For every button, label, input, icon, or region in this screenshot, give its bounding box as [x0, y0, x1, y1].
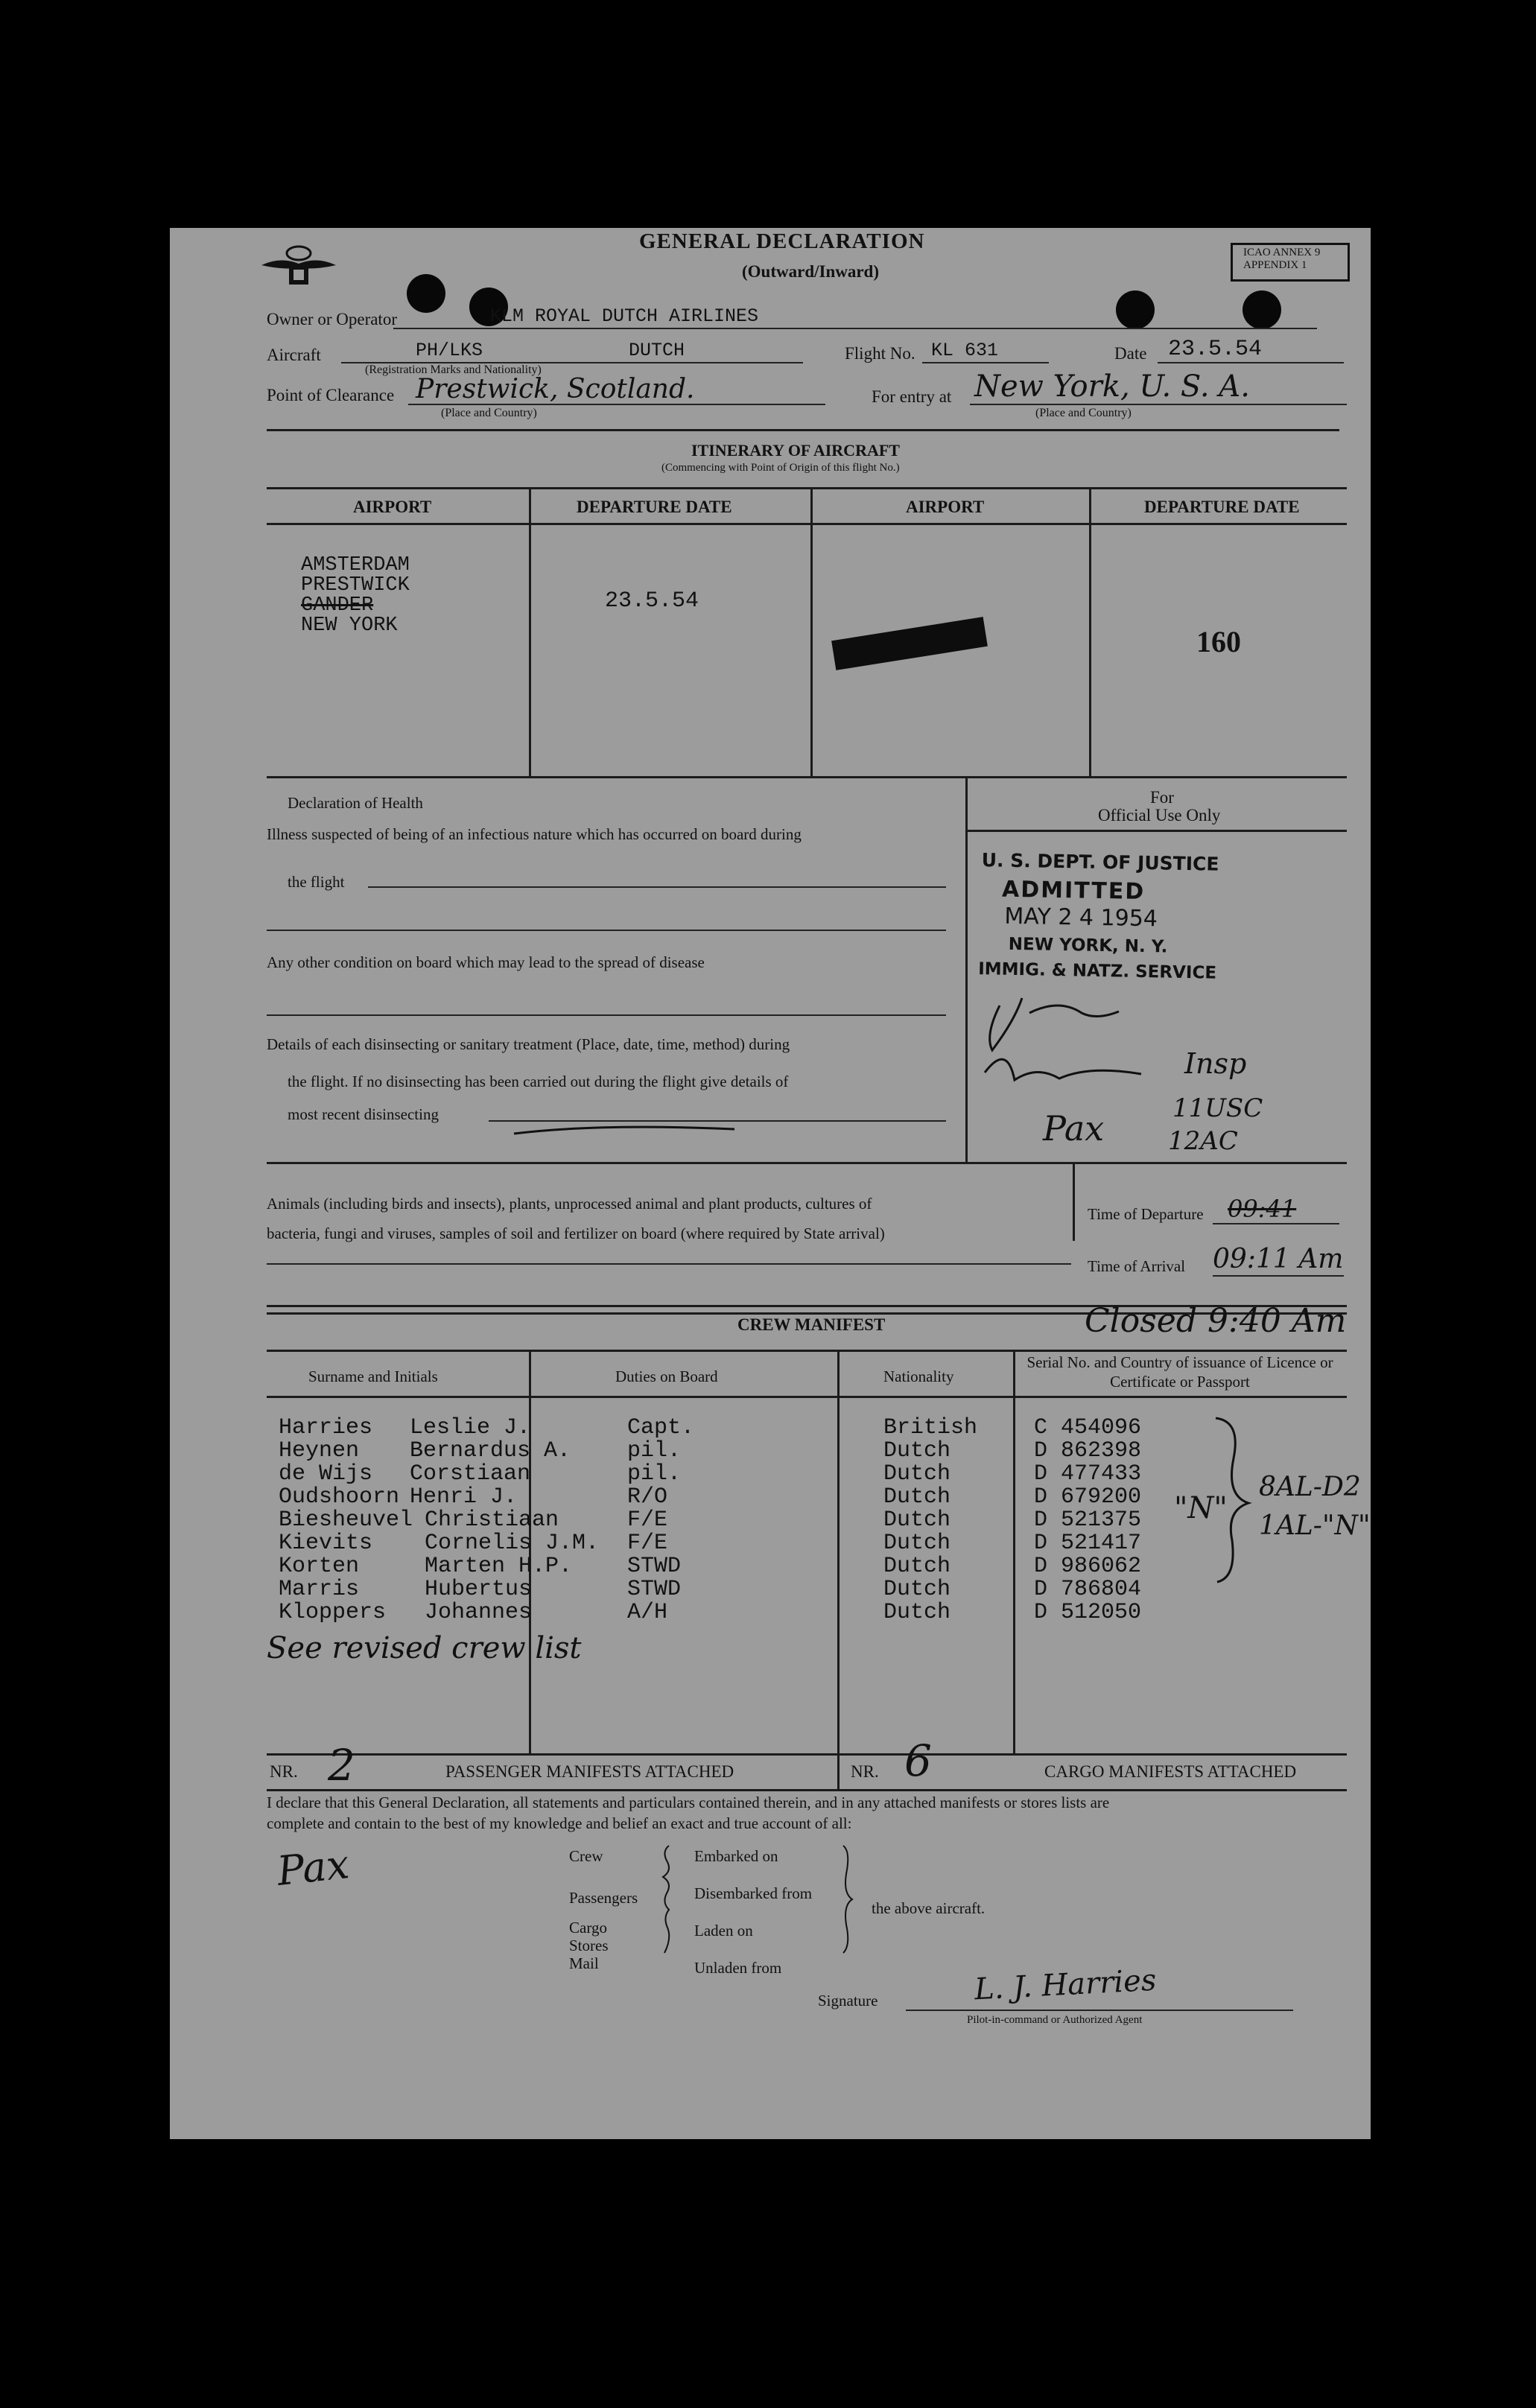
crew-initials: Hubertus [425, 1577, 533, 1602]
crew-header-surname: Surname and Initials [308, 1367, 438, 1385]
itinerary-airport-list [301, 556, 410, 636]
clearance-sublabel: (Place and Country) [441, 407, 537, 419]
form-subtitle: (Outward/Inward) [742, 262, 880, 281]
crew-header-nationality: Nationality [883, 1367, 954, 1385]
crew-nationality: Dutch [883, 1531, 951, 1556]
itinerary-number: 160 [1196, 625, 1241, 658]
owner-underline [393, 328, 1317, 329]
crew-revised-note: See revised crew list [267, 1631, 582, 1665]
itinerary-airport: NEW YORK [301, 614, 398, 637]
itinerary-airport: AMSTERDAM [301, 554, 410, 576]
itinerary-title: ITINERARY OF AIRCRAFT [691, 441, 900, 460]
crew-serial: D 512050 [1034, 1600, 1142, 1625]
table-row [267, 1555, 1339, 1578]
answer-line [1213, 1275, 1344, 1277]
nr-label: NR. [270, 1762, 298, 1781]
official-label: Official Use Only [1098, 806, 1221, 825]
crew-initials: Johannes [425, 1600, 533, 1625]
table-row [267, 1463, 1339, 1486]
official-note: 11USC [1172, 1093, 1263, 1123]
official-note: Insp [1184, 1047, 1247, 1080]
rule [267, 429, 1339, 431]
crew-duty: STWD [627, 1554, 682, 1579]
health-question: Illness suspected of being of an infectious nature which has occurred on board during [267, 825, 802, 843]
crew-serial: D 786804 [1034, 1577, 1142, 1602]
form-title: GENERAL DECLARATION [639, 229, 925, 253]
answer-line [267, 930, 946, 931]
rule [267, 1162, 1347, 1164]
signature-value: L. J. Harries [973, 1963, 1158, 2007]
health-question: most recent disinsecting [288, 1105, 439, 1123]
aircraft-registration: PH/LKS [416, 340, 483, 361]
declaration-action: Unladen from [694, 1959, 782, 1977]
declaration-pax-note: Pax [274, 1840, 352, 1895]
flight-label: Flight No. [845, 344, 915, 363]
date-value: 23.5.54 [1168, 337, 1263, 362]
table-row [267, 1532, 1339, 1555]
crew-serial: D 679200 [1034, 1484, 1142, 1510]
declaration-item: Crew [569, 1847, 603, 1865]
bracket-mark [1211, 1414, 1256, 1585]
crew-duty: F/E [627, 1508, 668, 1533]
airline-logo [258, 240, 340, 292]
crew-duty: STWD [627, 1577, 682, 1602]
crew-surname: Korten [279, 1554, 360, 1579]
rule [965, 778, 968, 1162]
health-question: the flight. If no disinsecting has been carried out during the flight give details of [288, 1073, 789, 1090]
itinerary-departure-date: 23.5.54 [605, 588, 699, 614]
signature-line [906, 2010, 1293, 2011]
declaration-item: Mail [569, 1954, 599, 1972]
crew-nationality: Dutch [883, 1508, 951, 1533]
stamp-line: MAY 2 4 1954 [1004, 903, 1158, 933]
answer-line [489, 1120, 946, 1122]
rule [267, 523, 1347, 525]
brace-mark [658, 1844, 676, 1954]
flight-underline [922, 362, 1049, 363]
owner-label: Owner or Operator [267, 310, 397, 328]
health-title: Declaration of Health [288, 794, 423, 812]
aircraft-sublabel: (Registration Marks and Nationality) [365, 363, 542, 376]
crew-surname: Harries [279, 1415, 373, 1440]
entry-sublabel: (Place and Country) [1035, 407, 1132, 419]
health-question: the flight [288, 873, 345, 891]
stamp-line: NEW YORK, N. Y. [1008, 934, 1168, 957]
stamp-line: ADMITTED [1001, 876, 1146, 906]
itinerary-header-airport: AIRPORT [906, 498, 985, 516]
rule [529, 487, 531, 778]
crew-initials: Bernardus A. [410, 1438, 571, 1464]
crew-initials: Henri J. [410, 1484, 518, 1510]
crew-initials: Christiaan [425, 1508, 559, 1533]
entry-label: For entry at [872, 387, 952, 406]
date-label: Date [1114, 344, 1147, 363]
answer-line [267, 1014, 946, 1016]
crew-duty: R/O [627, 1484, 668, 1510]
itinerary-airport: GANDER [301, 594, 374, 617]
crew-serial: D 862398 [1034, 1438, 1142, 1464]
animals-text: bacteria, fungi and viruses, samples of soil and fertilizer on board (where required by State arrival) [267, 1224, 885, 1242]
punch-hole [1116, 290, 1155, 329]
declaration-action: Embarked on [694, 1847, 778, 1865]
table-row [267, 1440, 1339, 1463]
crew-nationality: Dutch [883, 1461, 951, 1487]
official-note: Pax [1043, 1108, 1105, 1149]
rule [267, 1396, 1347, 1398]
rule [267, 1350, 1347, 1352]
owner-value: KLM ROYAL DUTCH AIRLINES [490, 305, 759, 327]
crew-initials: Cornelis J.M. [425, 1531, 600, 1556]
punch-hole [407, 274, 445, 313]
signature-sublabel: Pilot-in-command or Authorized Agent [967, 2014, 1143, 2026]
crew-header-duties: Duties on Board [615, 1367, 718, 1385]
declaration-aircraft: the above aircraft. [872, 1899, 986, 1917]
icao-box [1231, 243, 1350, 282]
crew-duty: pil. [627, 1438, 682, 1464]
crew-serial: D 477433 [1034, 1461, 1142, 1487]
arrival-time-label: Time of Arrival [1088, 1257, 1186, 1275]
declaration-item: Cargo [569, 1919, 607, 1937]
crew-surname: Marris [279, 1577, 360, 1602]
crew-surname: Biesheuvel [279, 1508, 413, 1533]
answer-line [267, 1263, 1071, 1265]
health-question: Details of each disinsecting or sanitary treatment (Place, date, time, method) during [267, 1035, 790, 1053]
rule [965, 830, 1347, 832]
passenger-manifest-count: 2 [328, 1740, 355, 1791]
crew-closed-note: Closed 9:40 Am [1085, 1302, 1347, 1340]
crew-nationality: Dutch [883, 1554, 951, 1579]
declaration-form [170, 228, 1371, 2139]
declaration-text: complete and contain to the best of my knowledge and belief an exact and true account of all: [267, 1814, 852, 1832]
entry-value: New York, U. S. A. [974, 369, 1250, 404]
rule [810, 487, 813, 778]
departure-time-label: Time of Departure [1088, 1205, 1204, 1223]
rule [267, 1753, 1347, 1756]
itinerary-subtitle: (Commencing with Point of Origin of this flight No.) [661, 462, 900, 474]
table-row [267, 1601, 1339, 1624]
departure-time-value: 09:41 [1228, 1195, 1297, 1223]
itinerary-header-airport: AIRPORT [353, 498, 432, 516]
declaration-action: Laden on [694, 1922, 753, 1940]
rule [1089, 487, 1091, 778]
crew-title: CREW MANIFEST [737, 1315, 886, 1334]
itinerary-airport: PRESTWICK [301, 574, 410, 597]
crew-surname: Kloppers [279, 1600, 387, 1625]
redaction-mark [831, 617, 988, 670]
aircraft-nationality: DUTCH [629, 340, 685, 361]
date-underline [1158, 362, 1344, 363]
cargo-manifest-count: 6 [904, 1735, 932, 1786]
rule [267, 1789, 1347, 1791]
stamp-line: U. S. DEPT. OF JUSTICE [981, 849, 1219, 875]
table-row [267, 1417, 1339, 1440]
answer-line [368, 886, 946, 888]
crew-initials: Corstiaan [410, 1461, 531, 1487]
punch-hole [1243, 290, 1281, 329]
clearance-underline [408, 404, 825, 405]
nr-label: NR. [851, 1762, 879, 1781]
crew-serial: D 521417 [1034, 1531, 1142, 1556]
rule [1073, 1162, 1075, 1241]
declaration-actions [694, 1847, 812, 1977]
flight-value: KL 631 [931, 340, 999, 361]
brace-mark [840, 1844, 855, 1954]
crew-serial: C 454096 [1034, 1415, 1142, 1440]
crew-nationality: Dutch [883, 1577, 951, 1602]
entry-underline [970, 404, 1347, 405]
rule [267, 487, 1347, 489]
arrival-time-value: 09:11 Am [1213, 1244, 1344, 1274]
official-label: For [1150, 788, 1174, 807]
crew-annotation: 1AL-"N" [1259, 1510, 1371, 1541]
signature-label: Signature [818, 1992, 878, 2010]
crew-surname: Heynen [279, 1438, 360, 1464]
crew-initials: Leslie J. [410, 1415, 531, 1440]
crew-nationality: Dutch [883, 1600, 951, 1625]
animals-text: Animals (including birds and insects), plants, unprocessed animal and plant products, cultures of [267, 1195, 872, 1213]
crew-duty: A/H [627, 1600, 668, 1625]
crew-serial: D 986062 [1034, 1554, 1142, 1579]
inspector-signature [970, 991, 1164, 1102]
crew-surname: de Wijs [279, 1461, 373, 1487]
answer-line [1213, 1223, 1339, 1224]
crew-duty: pil. [627, 1461, 682, 1487]
crew-annotation: "N" [1174, 1491, 1228, 1525]
declaration-item: Passengers [569, 1889, 638, 1907]
crew-surname: Kievits [279, 1531, 373, 1556]
crew-surname: Oudshoorn [279, 1484, 400, 1510]
icao-reference: ICAO ANNEX 9 APPENDIX 1 [1243, 247, 1321, 271]
declaration-text: I declare that this General Declaration, all statements and particulars contained therein, and in any attached manifests or stores lists are [267, 1794, 1110, 1811]
cargo-manifest-label: CARGO MANIFESTS ATTACHED [1044, 1762, 1297, 1781]
health-question: Any other condition on board which may lead to the spread of disease [267, 953, 705, 971]
pen-stroke [511, 1125, 737, 1137]
crew-nationality: Dutch [883, 1484, 951, 1510]
crew-duty: F/E [627, 1531, 668, 1556]
clearance-label: Point of Clearance [267, 386, 395, 404]
official-note: 12AC [1168, 1126, 1238, 1156]
declaration-items [569, 1847, 638, 1972]
declaration-item: Stores [569, 1937, 609, 1954]
itinerary-header-departure: DEPARTURE DATE [1144, 498, 1300, 516]
rule [837, 1753, 840, 1791]
crew-nationality: Dutch [883, 1438, 951, 1464]
passenger-manifest-label: PASSENGER MANIFESTS ATTACHED [445, 1762, 734, 1781]
table-row [267, 1578, 1339, 1601]
crew-annotation: 8AL-D2 [1259, 1472, 1361, 1502]
crew-serial: D 521375 [1034, 1508, 1142, 1533]
declaration-action: Disembarked from [694, 1884, 813, 1902]
crew-nationality: British [883, 1415, 978, 1440]
itinerary-header-departure: DEPARTURE DATE [577, 498, 732, 516]
crew-initials: Marten H.P. [425, 1554, 573, 1579]
aircraft-label: Aircraft [267, 346, 321, 364]
crew-duty: Capt. [627, 1415, 695, 1440]
rule [267, 776, 1347, 778]
clearance-value: Prestwick, Scotland. [416, 374, 695, 404]
stamp-line: IMMIG. & NATZ. SERVICE [977, 959, 1217, 983]
crew-header-serial: Serial No. and Country of issuance of Licence or Certificate or Passport [1026, 1353, 1333, 1391]
